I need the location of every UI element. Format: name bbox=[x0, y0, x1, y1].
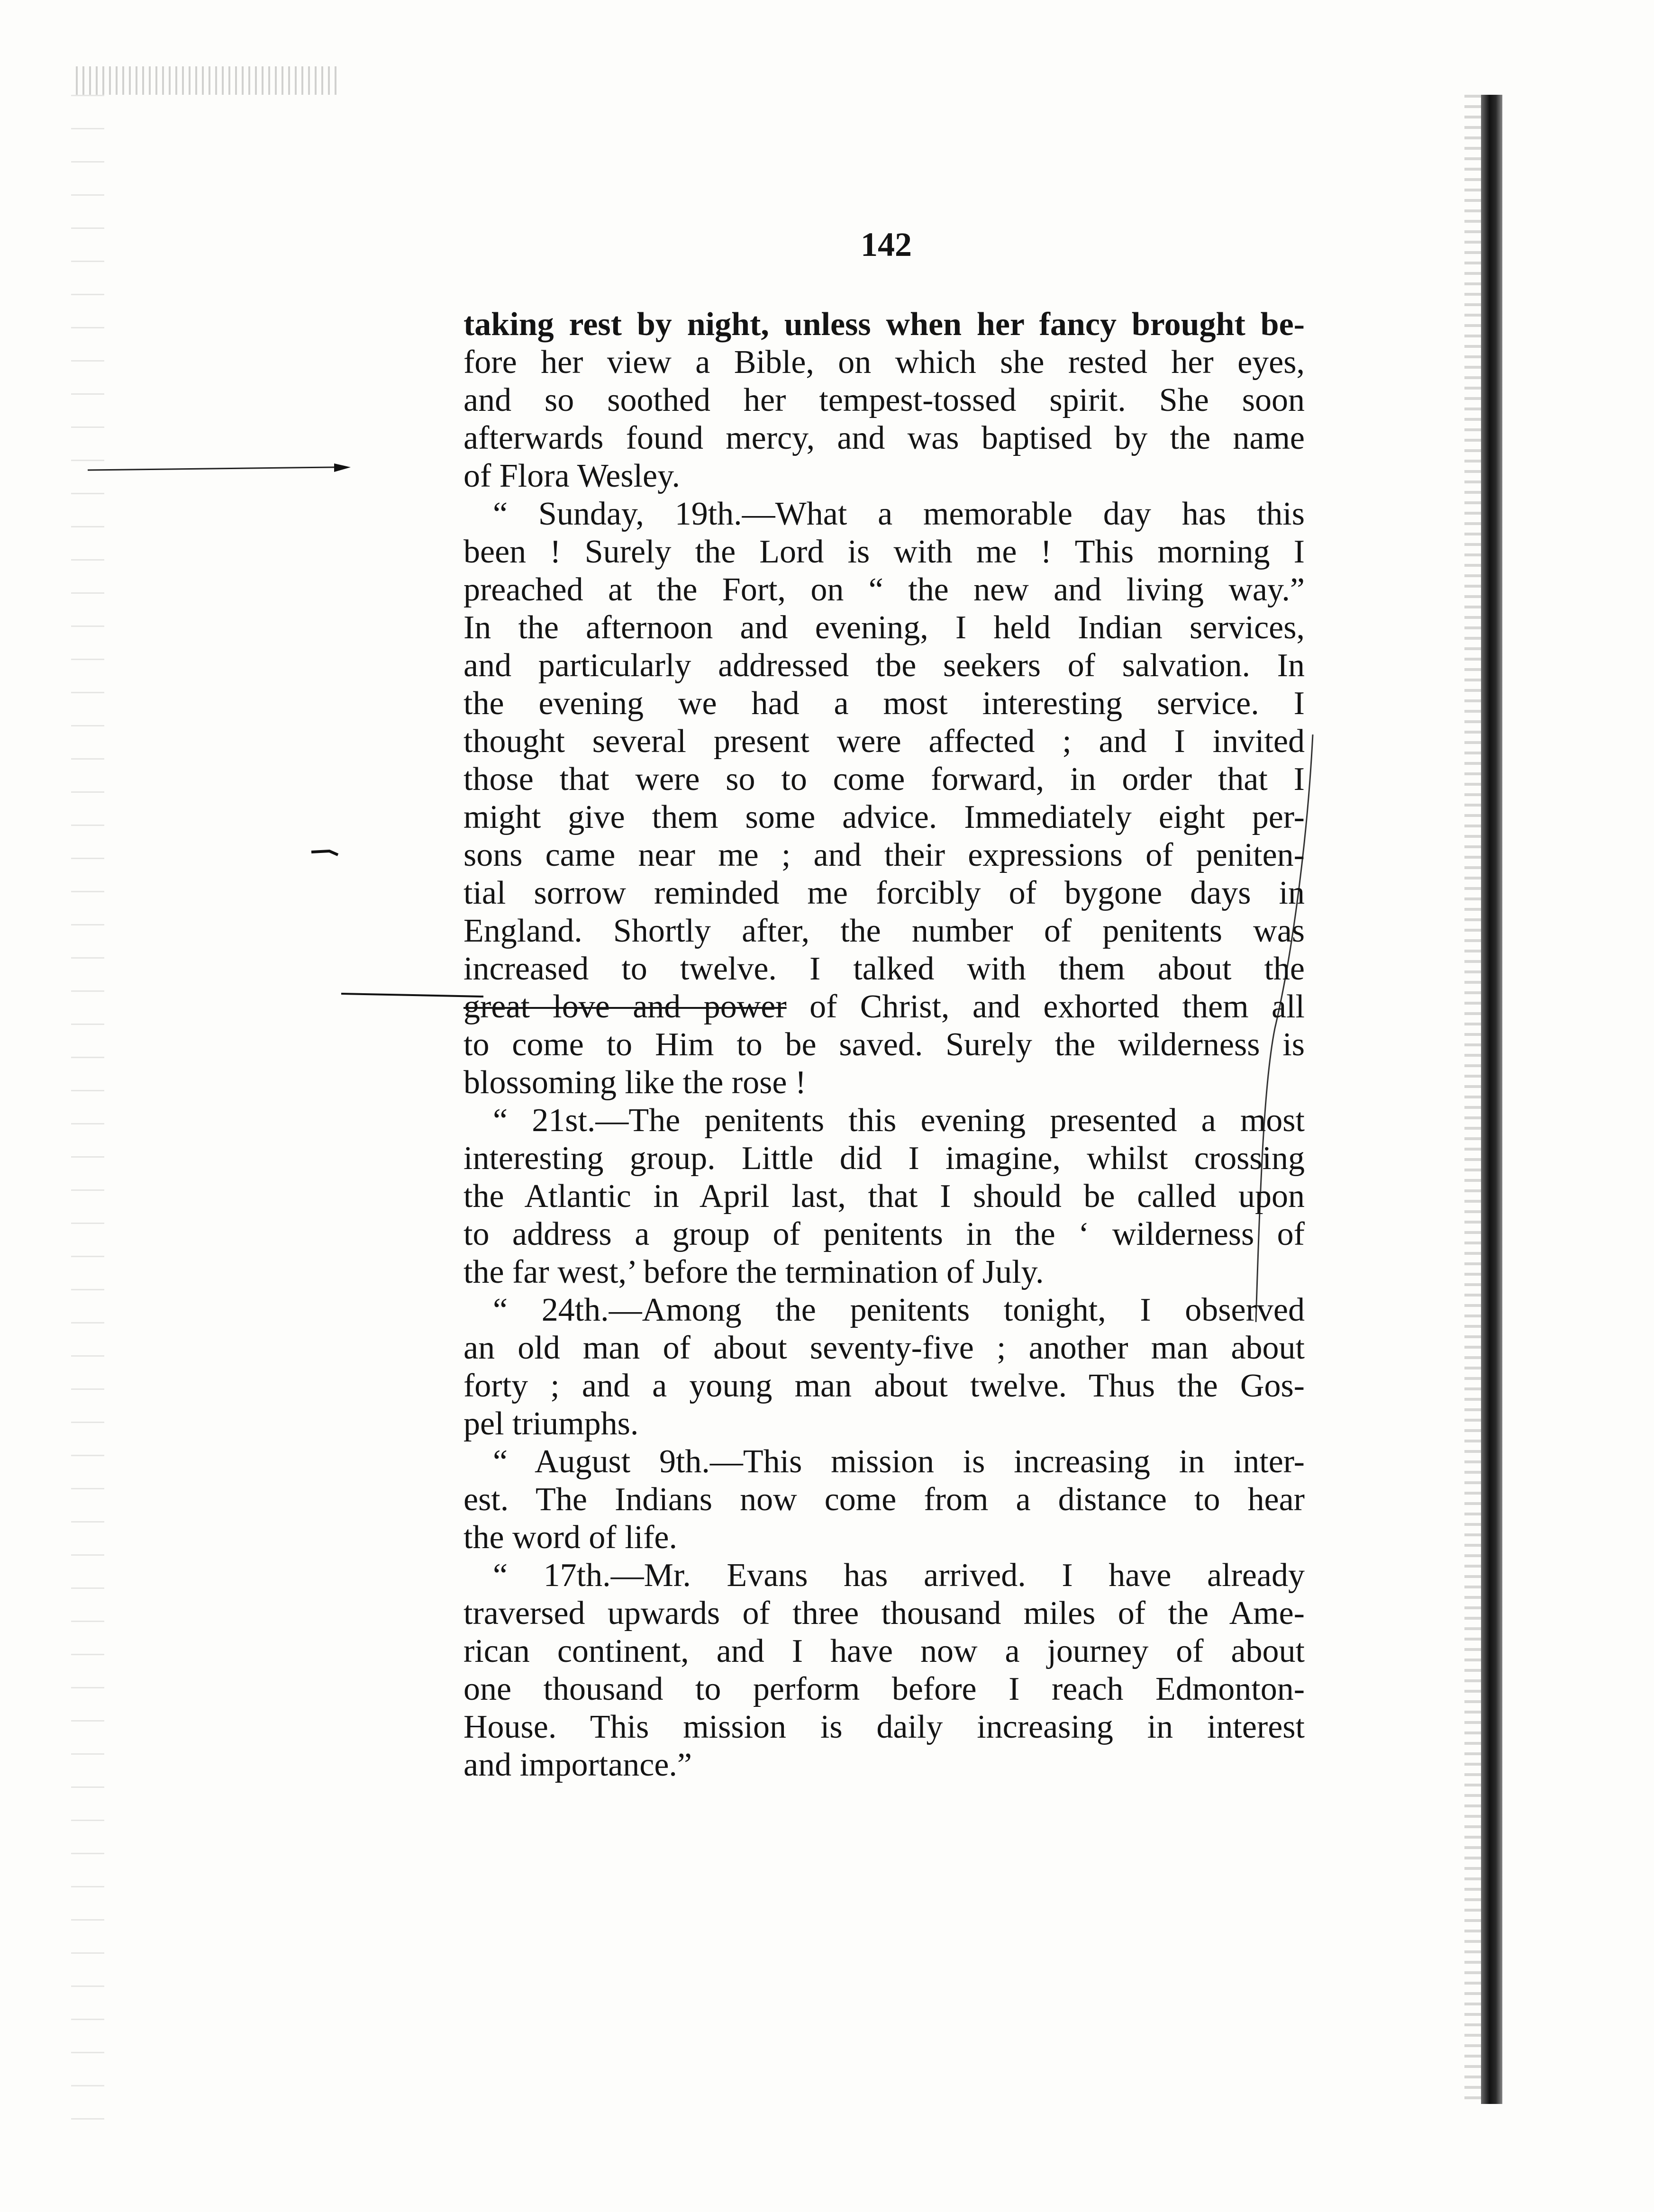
paragraph-start-line: “ 24th.—Among the penitents tonight, I observed bbox=[493, 1292, 1305, 1328]
scan-noise-top bbox=[76, 66, 341, 95]
text-line: fore her view a Bible, on which she rested her eyes, bbox=[463, 344, 1305, 381]
text-line: an old man of about seventy-five ; another man about bbox=[463, 1330, 1305, 1366]
text-line: and importance.” bbox=[463, 1747, 692, 1783]
text-line: the far west,’ before the termination of July. bbox=[463, 1254, 1044, 1290]
text-line: est. The Indians now come from a distance to hear bbox=[463, 1481, 1305, 1518]
text-line: been ! Surely the Lord is with me ! This morning I bbox=[463, 534, 1305, 570]
text-line: House. This mission is daily increasing in interest bbox=[463, 1709, 1305, 1745]
text-line: interesting group. Little did I imagine, whilst crossing bbox=[463, 1140, 1305, 1177]
page-number: 142 bbox=[861, 226, 912, 263]
text-line: pel triumphs. bbox=[463, 1405, 639, 1442]
text-line: the evening we had a most interesting service. I bbox=[463, 685, 1305, 722]
text-line: increased to twelve. I talked with them about the bbox=[463, 951, 1305, 987]
body-text bbox=[463, 306, 1305, 1784]
text-line: the word of life. bbox=[463, 1519, 677, 1556]
text-line: In the afternoon and evening, I held Indian services, bbox=[463, 609, 1305, 646]
text-line: England. Shortly after, the number of penitents was bbox=[463, 913, 1305, 949]
paragraph-start-line: “ 17th.—Mr. Evans has arrived. I have already bbox=[493, 1557, 1305, 1594]
text-line: sons came near me ; and their expressions of peniten- bbox=[463, 837, 1305, 873]
text-line: to address a group of penitents in the ‘ wilderness of bbox=[463, 1216, 1305, 1252]
margin-pointer-line-lower bbox=[341, 988, 483, 1002]
scan-noise-left-edge bbox=[71, 95, 104, 2132]
paragraph-start-line: “ 21st.—The penitents this evening presented a most bbox=[493, 1102, 1305, 1139]
text-line: to come to Him to be saved. Surely the wilderness is bbox=[463, 1026, 1305, 1063]
text-line: of Flora Wesley. bbox=[463, 458, 681, 494]
struck-line-remainder: of Christ, and exhorted them all bbox=[786, 988, 1305, 1025]
text-line: those that were so to come forward, in order that I bbox=[463, 761, 1305, 798]
text-line: one thousand to perform before I reach Edmonton- bbox=[463, 1671, 1305, 1707]
text-line: tial sorrow reminded me forcibly of bygone days in bbox=[463, 875, 1305, 911]
text-line: taking rest by night, unless when her fancy brought be- bbox=[463, 306, 1305, 343]
text-line: afterwards found mercy, and was baptised by the name bbox=[463, 420, 1305, 456]
struck-phrase: great love and power bbox=[463, 988, 787, 1025]
text-line: might give them some advice. Immediately eight per- bbox=[463, 799, 1305, 835]
text-line: preached at the Fort, on “ the new and living way.” bbox=[463, 571, 1305, 608]
text-line: the Atlantic in April last, that I should be called upon bbox=[463, 1178, 1305, 1215]
text-line: thought several present were affected ; and I invited bbox=[463, 723, 1305, 760]
margin-pointer-mark-upper bbox=[88, 462, 353, 477]
paragraph-start-line: “ Sunday, 19th.—What a memorable day has this bbox=[493, 496, 1305, 532]
struck-text-line bbox=[463, 988, 1305, 1026]
text-line: traversed upwards of three thousand miles of the Ame- bbox=[463, 1595, 1305, 1632]
binding-speckle bbox=[1464, 95, 1483, 2104]
text-line: and particularly addressed tbe seekers of salvation. In bbox=[463, 647, 1305, 684]
paragraph-start-line: “ August 9th.—This mission is increasing in inter- bbox=[493, 1443, 1305, 1480]
text-line: forty ; and a young man about twelve. Thus the Gos- bbox=[463, 1368, 1305, 1404]
text-line: and so soothed her tempest-tossed spirit. She soon bbox=[463, 382, 1305, 418]
text-line: rican continent, and I have now a journey of about bbox=[463, 1633, 1305, 1669]
margin-dash-mark bbox=[310, 848, 339, 858]
book-binding-edge bbox=[1481, 95, 1502, 2104]
text-line: blossoming like the rose ! bbox=[463, 1064, 807, 1101]
